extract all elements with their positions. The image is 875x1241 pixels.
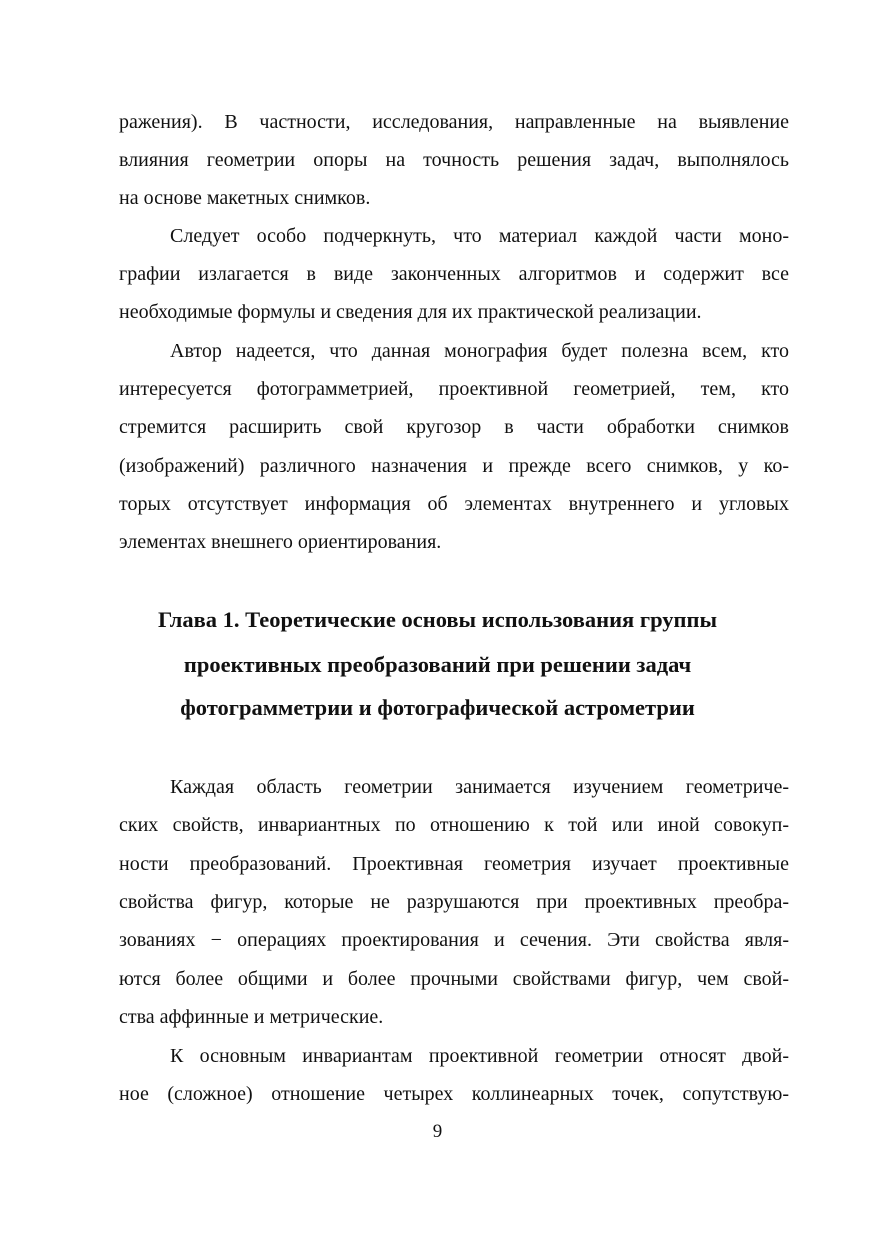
text-line: торых отсутствует информация об элементах внутреннего и угловых bbox=[119, 493, 789, 515]
text-line: ства аффинные и метрические. bbox=[119, 1006, 384, 1028]
text-line: ности преобразований. Проективная геометрия изучает проективные bbox=[119, 853, 789, 875]
text-line: зованиях − операциях проектирования и сечения. Эти свойства явля- bbox=[119, 929, 789, 951]
text-line: элементах внешнего ориентирования. bbox=[119, 531, 442, 553]
text-line: на основе макетных снимков. bbox=[119, 187, 371, 209]
text-line: интересуется фотограмметрией, проективной геометрией, тем, кто bbox=[119, 378, 789, 400]
text-line: ражения). В частности, исследования, направленные на выявление bbox=[119, 111, 789, 133]
text-line: (изображений) различного назначения и прежде всего снимков, у ко- bbox=[119, 455, 789, 477]
text-line: Автор надеется, что данная монография будет полезна всем, кто bbox=[170, 340, 789, 362]
text-line: ное (сложное) отношение четырех коллинеарных точек, сопутствую- bbox=[119, 1083, 789, 1105]
text-line: стремится расширить свой кругозор в части обработки снимков bbox=[119, 416, 789, 438]
text-line: ских свойств, инвариантных по отношению к той или иной совокуп- bbox=[119, 814, 789, 836]
text-line: ются более общими и более прочными свойствами фигур, чем свой- bbox=[119, 968, 789, 990]
text-line: свойства фигур, которые не разрушаются при проективных преобра- bbox=[119, 891, 789, 913]
text-line: К основным инвариантам проективной геометрии относят двой- bbox=[170, 1045, 789, 1067]
text-line: графии излагается в виде законченных алгоритмов и содержит все bbox=[119, 263, 789, 285]
text-line: Следует особо подчеркнуть, что материал каждой части моно- bbox=[170, 225, 789, 247]
page-number: 9 bbox=[432, 1121, 443, 1142]
heading-line: проективных преобразований при решении задач bbox=[183, 652, 692, 677]
heading-line: фотограмметрии и фотографической астрометрии bbox=[180, 695, 695, 720]
heading-line: Глава 1. Теоретические основы использования группы bbox=[157, 607, 718, 632]
text-line: Каждая область геометрии занимается изучением геометриче- bbox=[170, 776, 789, 798]
text-line: влияния геометрии опоры на точность решения задач, выполнялось bbox=[119, 149, 789, 171]
text-line: необходимые формулы и сведения для их практической реализации. bbox=[119, 301, 702, 323]
